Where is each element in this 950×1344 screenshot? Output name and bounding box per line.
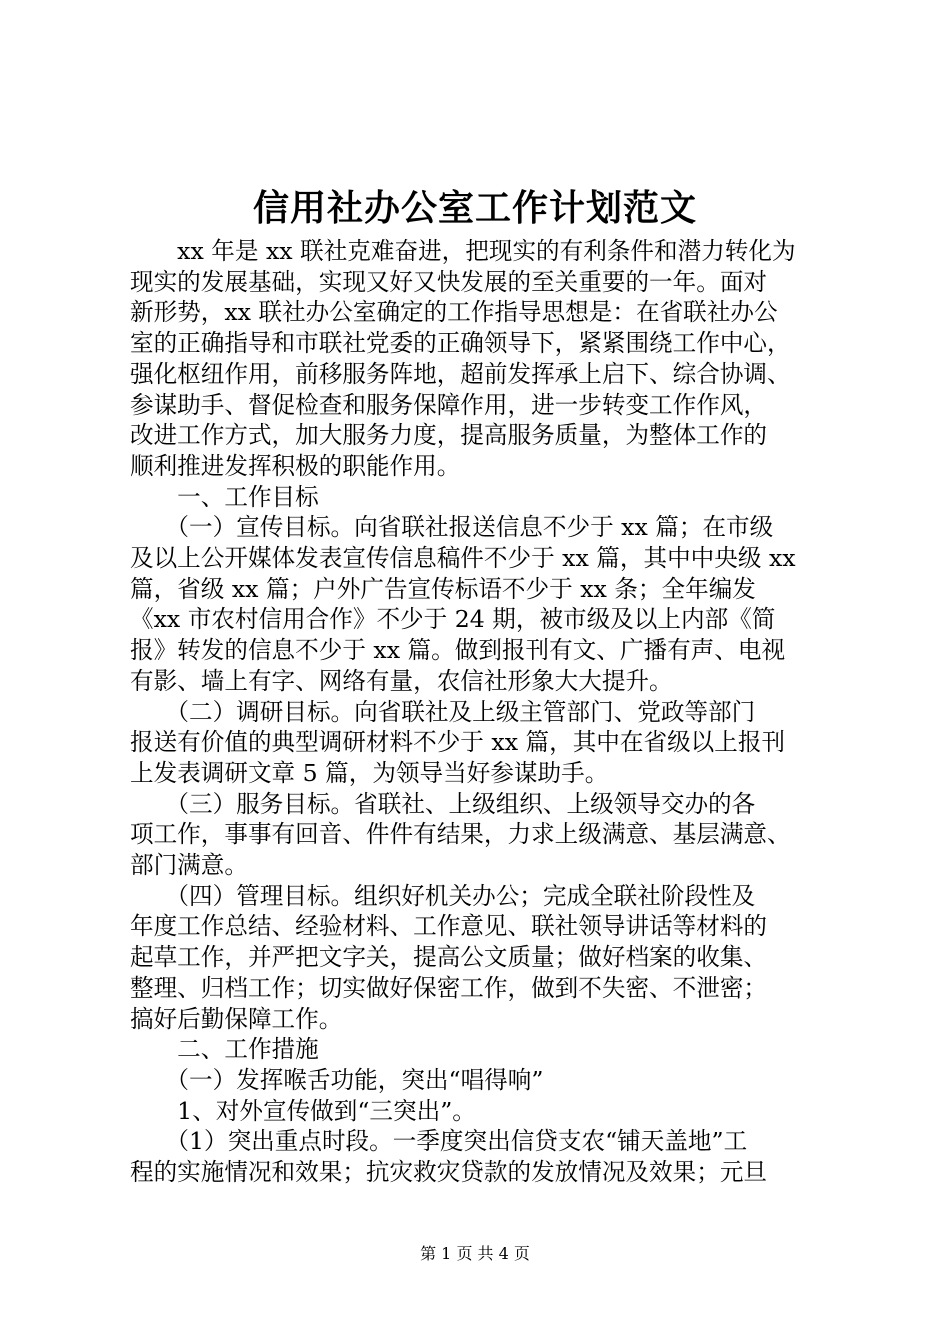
body-line: 强化枢纽作用，前移服务阵地，超前发挥承上启下、综合协调、: [130, 359, 791, 388]
body-line: 顺利推进发挥积极的职能作用。: [130, 451, 461, 480]
body-line: （一）宣传目标。向省联社报送信息不少于 xx 篇；在市级: [130, 513, 774, 542]
section-heading: 二、工作措施: [130, 1035, 319, 1064]
body-line: 年度工作总结、经验材料、工作意见、联社领导讲话等材料的: [130, 912, 768, 941]
page-footer: 第 1 页 共 4 页: [420, 1244, 530, 1263]
body-line: 参谋助手、督促检查和服务保障作用，进一步转变工作作风，: [130, 390, 768, 419]
document-body: [130, 236, 830, 1188]
body-line: 整理、归档工作；切实做好保密工作，做到不失密、不泄密；: [130, 973, 768, 1002]
body-line: 新形势，xx 联社办公室确定的工作指导思想是：在省联社办公: [130, 298, 778, 327]
body-line: （二）调研目标。向省联社及上级主管部门、党政等部门: [130, 697, 756, 726]
body-line: 篇，省级 xx 篇；户外广告宣传标语不少于 xx 条；全年编发: [130, 574, 756, 603]
body-line: 室的正确指导和市联社党委的正确领导下，紧紧围绕工作中心，: [130, 329, 791, 358]
body-line: 报》转发的信息不少于 xx 篇。做到报刊有文、广播有声、电视: [130, 636, 786, 665]
body-line: 1、对外宣传做到“三突出”。: [130, 1096, 476, 1125]
body-line: （1）突出重点时段。一季度突出信贷支农“铺天盖地”工: [130, 1127, 748, 1156]
body-line: 起草工作，并严把文字关，提高公文质量；做好档案的收集、: [130, 943, 768, 972]
body-line: （四）管理目标。组织好机关办公；完成全联社阶段性及: [130, 881, 756, 910]
body-line: 及以上公开媒体发表宣传信息稿件不少于 xx 篇，其中中央级 xx: [130, 544, 796, 573]
body-line: （一）发挥喉舌功能，突出“唱得响”: [130, 1065, 544, 1094]
body-line: 搞好后勤保障工作。: [130, 1004, 343, 1033]
body-line: 改进工作方式，加大服务力度，提高服务质量，为整体工作的: [130, 421, 768, 450]
body-line: 有影、墙上有字、网络有量，农信社形象大大提升。: [130, 666, 673, 695]
section-heading: 一、工作目标: [130, 482, 319, 511]
document-title: 信用社办公室工作计划范文: [252, 187, 697, 229]
body-line: （三）服务目标。省联社、上级组织、上级领导交办的各: [130, 789, 756, 818]
body-line: 报送有价值的典型调研材料不少于 xx 篇，其中在省级以上报刊: [130, 728, 786, 757]
body-line: 项工作，事事有回音、件件有结果，力求上级满意、基层满意、: [130, 820, 791, 849]
body-line: 现实的发展基础，实现又好又快发展的至关重要的一年。面对: [130, 267, 768, 296]
body-line: 程的实施情况和效果；抗灾救灾贷款的发放情况及效果；元旦: [130, 1158, 768, 1187]
body-line: 上发表调研文章 5 篇，为领导当好参谋助手。: [130, 758, 609, 787]
body-line: 《xx 市农村信用合作》不少于 24 期，被市级及以上内部《简: [130, 605, 776, 634]
body-line: 部门满意。: [130, 851, 248, 880]
body-line: xx 年是 xx 联社克难奋进，把现实的有利条件和潜力转化为: [130, 237, 796, 265]
